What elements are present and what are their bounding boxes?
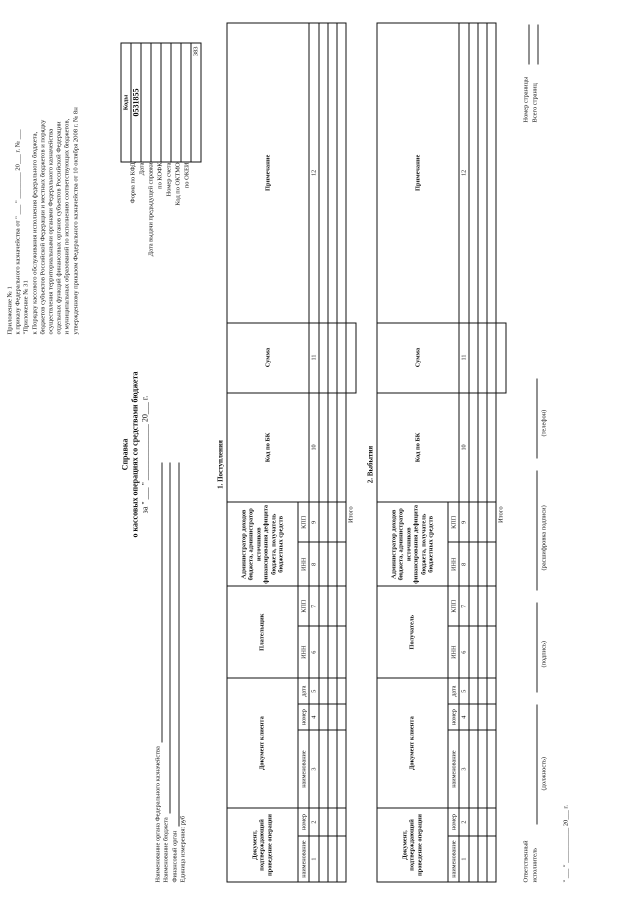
decode-line[interactable] (537, 471, 538, 591)
column-number: 2 (459, 808, 469, 836)
subheader-cell: дата (448, 678, 459, 704)
col-doc-operation: Документ, подтверждающий проведение операции (377, 808, 448, 882)
code-label: Номер счета (165, 162, 173, 197)
column-number: 9 (309, 502, 319, 542)
total-sum-cell[interactable] (346, 323, 356, 393)
column-number: 11 (309, 323, 319, 393)
data-cell[interactable] (487, 730, 496, 808)
code-label: Код по ОКТМО (174, 162, 182, 206)
col-client-document: Документ клиента (377, 678, 448, 808)
data-cell[interactable] (328, 704, 337, 730)
data-cell[interactable] (319, 586, 328, 626)
code-cell (161, 43, 171, 162)
disbursements-table (377, 23, 507, 883)
data-cell[interactable] (469, 808, 478, 836)
data-cell[interactable] (319, 502, 328, 542)
col-party: Получатель (377, 586, 448, 678)
data-cell[interactable] (478, 730, 487, 808)
signature-caption: (подпись) (540, 640, 548, 668)
data-cell[interactable] (469, 586, 478, 626)
header-row (227, 23, 298, 882)
org-label-row (179, 463, 187, 883)
data-cell[interactable] (487, 393, 496, 503)
data-cell[interactable] (469, 730, 478, 808)
data-cell[interactable] (478, 502, 487, 542)
column-number: 8 (309, 542, 319, 586)
column-number: 3 (309, 730, 319, 808)
col-sum: Сумма (227, 323, 309, 393)
data-cell[interactable] (337, 586, 346, 626)
title-line-1: Справка (120, 438, 130, 471)
data-cell[interactable] (478, 808, 487, 836)
decode-caption: (расшифровка подписи) (540, 505, 548, 571)
table-row (469, 23, 478, 882)
appendix-header (7, 0, 81, 335)
section1-title: 1. Поступления (216, 440, 225, 489)
appendix-line: к Порядку кассового обслуживания исполнения федерального бюджета, (31, 131, 39, 335)
data-cell[interactable] (328, 678, 337, 704)
org-label-row (163, 463, 171, 883)
data-cell[interactable] (478, 836, 487, 882)
col-kbk: Код по БК (227, 393, 309, 503)
signature-line[interactable] (537, 603, 538, 693)
data-cell[interactable] (319, 393, 328, 503)
subheader-cell: номер (298, 704, 309, 730)
appendix-line: бюджетов субъектов Российской Федерации и местных бюджетов и порядку (39, 119, 47, 335)
table-row (337, 23, 346, 882)
code-label-spacer (121, 163, 130, 281)
table-row (319, 23, 328, 882)
column-number: 8 (459, 542, 469, 586)
appendix-line: утвержденному приказом Федерального казначейства от 10 октября 2008 г. № 8н (72, 107, 80, 335)
data-cell[interactable] (328, 626, 337, 678)
data-cell[interactable] (478, 626, 487, 678)
data-cell[interactable] (469, 542, 478, 586)
data-cell[interactable] (469, 23, 478, 323)
rotated-document-page (1, 0, 640, 905)
position-caption: (должность) (540, 756, 548, 791)
code-label: Форма по КФД (129, 162, 137, 204)
col-client-document: Документ клиента (227, 678, 298, 808)
data-cell[interactable] (337, 542, 346, 586)
column-number-row (309, 23, 319, 882)
receipts-table (227, 23, 357, 883)
subheader-cell: ИНН (298, 626, 309, 678)
total-pages-label: Всего страниц (531, 83, 539, 123)
subheader-cell: номер (448, 808, 459, 836)
org-label: Единица измерения: руб (179, 815, 187, 883)
column-number: 10 (459, 393, 469, 503)
data-cell[interactable] (337, 704, 346, 730)
subheader-cell: КПП (448, 502, 459, 542)
col-doc-operation: Документ, подтверждающий проведение операции (227, 808, 298, 882)
column-number: 12 (309, 23, 319, 323)
data-cell[interactable] (328, 23, 337, 323)
data-cell[interactable] (337, 393, 346, 503)
subheader-cell: наименование (448, 836, 459, 882)
data-cell[interactable] (469, 704, 478, 730)
data-cell[interactable] (319, 23, 328, 323)
data-cell[interactable] (478, 393, 487, 503)
subheader-cell: наименование (298, 730, 309, 808)
page-number-label: Номер страницы (522, 76, 530, 123)
column-number: 6 (459, 626, 469, 678)
total-spacer (346, 23, 356, 323)
subheader-cell: наименование (298, 836, 309, 882)
column-number: 12 (459, 23, 469, 323)
data-cell[interactable] (487, 836, 496, 882)
total-row (346, 23, 356, 882)
col-party: Плательщик (227, 586, 298, 678)
responsible-label-2: исполнитель (531, 847, 539, 883)
data-cell[interactable] (337, 808, 346, 836)
document-title (121, 335, 151, 575)
org-label: Наименование органа Федерального казначейства (154, 746, 162, 883)
data-cell[interactable] (328, 542, 337, 586)
column-number: 11 (459, 323, 469, 393)
data-cell[interactable] (487, 542, 496, 586)
header-row (377, 23, 448, 882)
code-label: по КОФК (156, 162, 164, 189)
subheader-cell: КПП (298, 586, 309, 626)
data-cell[interactable] (478, 542, 487, 586)
data-cell[interactable] (487, 704, 496, 730)
data-cell[interactable] (319, 323, 328, 393)
data-cell[interactable] (319, 836, 328, 882)
page-number-line[interactable] (529, 25, 530, 65)
org-value-line[interactable] (163, 463, 171, 814)
okei-code: 383 (191, 43, 201, 162)
data-cell[interactable] (487, 678, 496, 704)
total-pages-line[interactable] (538, 25, 539, 65)
org-label: Наименование бюджета (162, 817, 170, 883)
subheader-cell: ИНН (298, 542, 309, 586)
okud-code: 0531855 (131, 43, 141, 162)
column-number: 6 (309, 626, 319, 678)
data-cell[interactable] (487, 23, 496, 323)
data-cell[interactable] (328, 836, 337, 882)
data-cell[interactable] (328, 502, 337, 542)
data-cell[interactable] (478, 678, 487, 704)
footer-date: " ___ " ___________ 20___ г. (562, 805, 570, 883)
data-cell[interactable] (319, 704, 328, 730)
table-row (478, 23, 487, 882)
subheader-cell: дата (298, 678, 309, 704)
data-cell[interactable] (469, 502, 478, 542)
appendix-line: осуществления территориальными органами Федерального казначейства (47, 128, 55, 335)
code-label: Дата выдачи предыдущей справки (147, 162, 155, 257)
codes-labels (121, 163, 193, 281)
total-spacer (496, 393, 506, 503)
data-cell[interactable] (328, 393, 337, 503)
data-cell[interactable] (328, 323, 337, 393)
total-label: Итого (497, 506, 505, 524)
code-cell (171, 43, 181, 162)
col-sum: Сумма (377, 323, 459, 393)
subheader-cell: номер (448, 704, 459, 730)
data-cell[interactable] (328, 730, 337, 808)
appendix-line: "Приложение № 31 (22, 280, 30, 335)
data-cell[interactable] (469, 626, 478, 678)
data-cell[interactable] (319, 626, 328, 678)
column-number: 4 (459, 704, 469, 730)
data-cell[interactable] (328, 586, 337, 626)
data-cell[interactable] (487, 808, 496, 836)
subheader-cell: наименование (448, 730, 459, 808)
code-cell (151, 43, 161, 162)
title-line-2: о кассовых операциях со средствами бюджета (130, 371, 140, 538)
column-number: 4 (309, 704, 319, 730)
data-cell[interactable] (469, 678, 478, 704)
data-cell[interactable] (469, 323, 478, 393)
column-number: 5 (309, 678, 319, 704)
phone-caption: (телефон) (540, 409, 548, 437)
column-number: 10 (309, 393, 319, 503)
column-number: 7 (459, 586, 469, 626)
appendix-line: и муниципальных образований по исполнению соответствующих бюджетов, (63, 118, 71, 335)
code-label: Дата (138, 162, 146, 176)
subheader-cell: КПП (448, 586, 459, 626)
total-spacer (496, 23, 506, 323)
table-row (487, 23, 496, 882)
code-cell (141, 43, 151, 162)
code-label: по ОКЕИ (183, 162, 191, 189)
data-cell[interactable] (469, 836, 478, 882)
subheader-cell: ИНН (448, 626, 459, 678)
subheader-cell: номер (298, 808, 309, 836)
appendix-line: Приложение № 1 (6, 286, 14, 335)
footer (523, 23, 623, 883)
column-number: 3 (459, 730, 469, 808)
data-cell[interactable] (469, 393, 478, 503)
data-cell[interactable] (337, 678, 346, 704)
data-cell[interactable] (487, 323, 496, 393)
data-cell[interactable] (337, 323, 346, 393)
col-note: Примечание (377, 23, 459, 323)
col-administrator: Администратор доходов бюджета, администратор источников финансирования дефицита бюджета, получатель бюджетных средств (377, 502, 448, 586)
appendix-line: к приказу Федерального казначейства от " ___ " ________ 20___ г. № ___ (14, 129, 22, 335)
total-spacer (346, 393, 356, 503)
title-line-3: за " ___ " ______________ 20___ г. (140, 395, 150, 514)
total-sum-cell[interactable] (496, 323, 506, 393)
section2-title: 2. Выбытия (366, 445, 375, 484)
appendix-line: отдельных функций финансовых органов субъектов Российской Федерации (55, 121, 63, 335)
data-cell[interactable] (487, 626, 496, 678)
subheader-cell: КПП (298, 502, 309, 542)
responsible-label-1: Ответственный (522, 840, 530, 883)
data-cell[interactable] (337, 502, 346, 542)
position-line[interactable] (537, 705, 538, 825)
data-cell[interactable] (487, 586, 496, 626)
data-cell[interactable] (319, 542, 328, 586)
codes-box (121, 43, 202, 163)
org-label-row (155, 463, 163, 883)
column-number-row (459, 23, 469, 882)
data-cell[interactable] (337, 730, 346, 808)
column-number: 7 (309, 586, 319, 626)
table-row (328, 23, 337, 882)
org-value-line[interactable] (155, 463, 163, 743)
data-cell[interactable] (328, 808, 337, 836)
org-labels (155, 463, 188, 883)
data-cell[interactable] (478, 586, 487, 626)
column-number: 2 (309, 808, 319, 836)
col-administrator: Администратор доходов бюджета, администратор источников финансирования дефицита бюджета, получатель бюджетных средств (227, 502, 298, 586)
data-cell[interactable] (478, 323, 487, 393)
org-label-row (171, 463, 179, 883)
data-cell[interactable] (337, 626, 346, 678)
code-cell (181, 43, 191, 162)
column-number: 5 (459, 678, 469, 704)
total-label: Итого (347, 506, 355, 524)
data-cell[interactable] (478, 23, 487, 323)
data-cell[interactable] (337, 836, 346, 882)
org-value-line[interactable] (171, 463, 179, 827)
data-cell[interactable] (487, 502, 496, 542)
column-number: 1 (309, 836, 319, 882)
codes-header: Коды (121, 43, 131, 162)
col-kbk: Код по БК (377, 393, 459, 503)
col-note: Примечание (227, 23, 309, 323)
data-cell[interactable] (478, 704, 487, 730)
org-label: Финансовый орган (171, 830, 179, 883)
data-cell[interactable] (319, 678, 328, 704)
phone-line[interactable] (537, 379, 538, 459)
subheader-cell: ИНН (448, 542, 459, 586)
data-cell[interactable] (319, 730, 328, 808)
column-number: 1 (459, 836, 469, 882)
total-row (496, 23, 506, 882)
column-number: 9 (459, 502, 469, 542)
data-cell[interactable] (319, 808, 328, 836)
data-cell[interactable] (337, 23, 346, 323)
